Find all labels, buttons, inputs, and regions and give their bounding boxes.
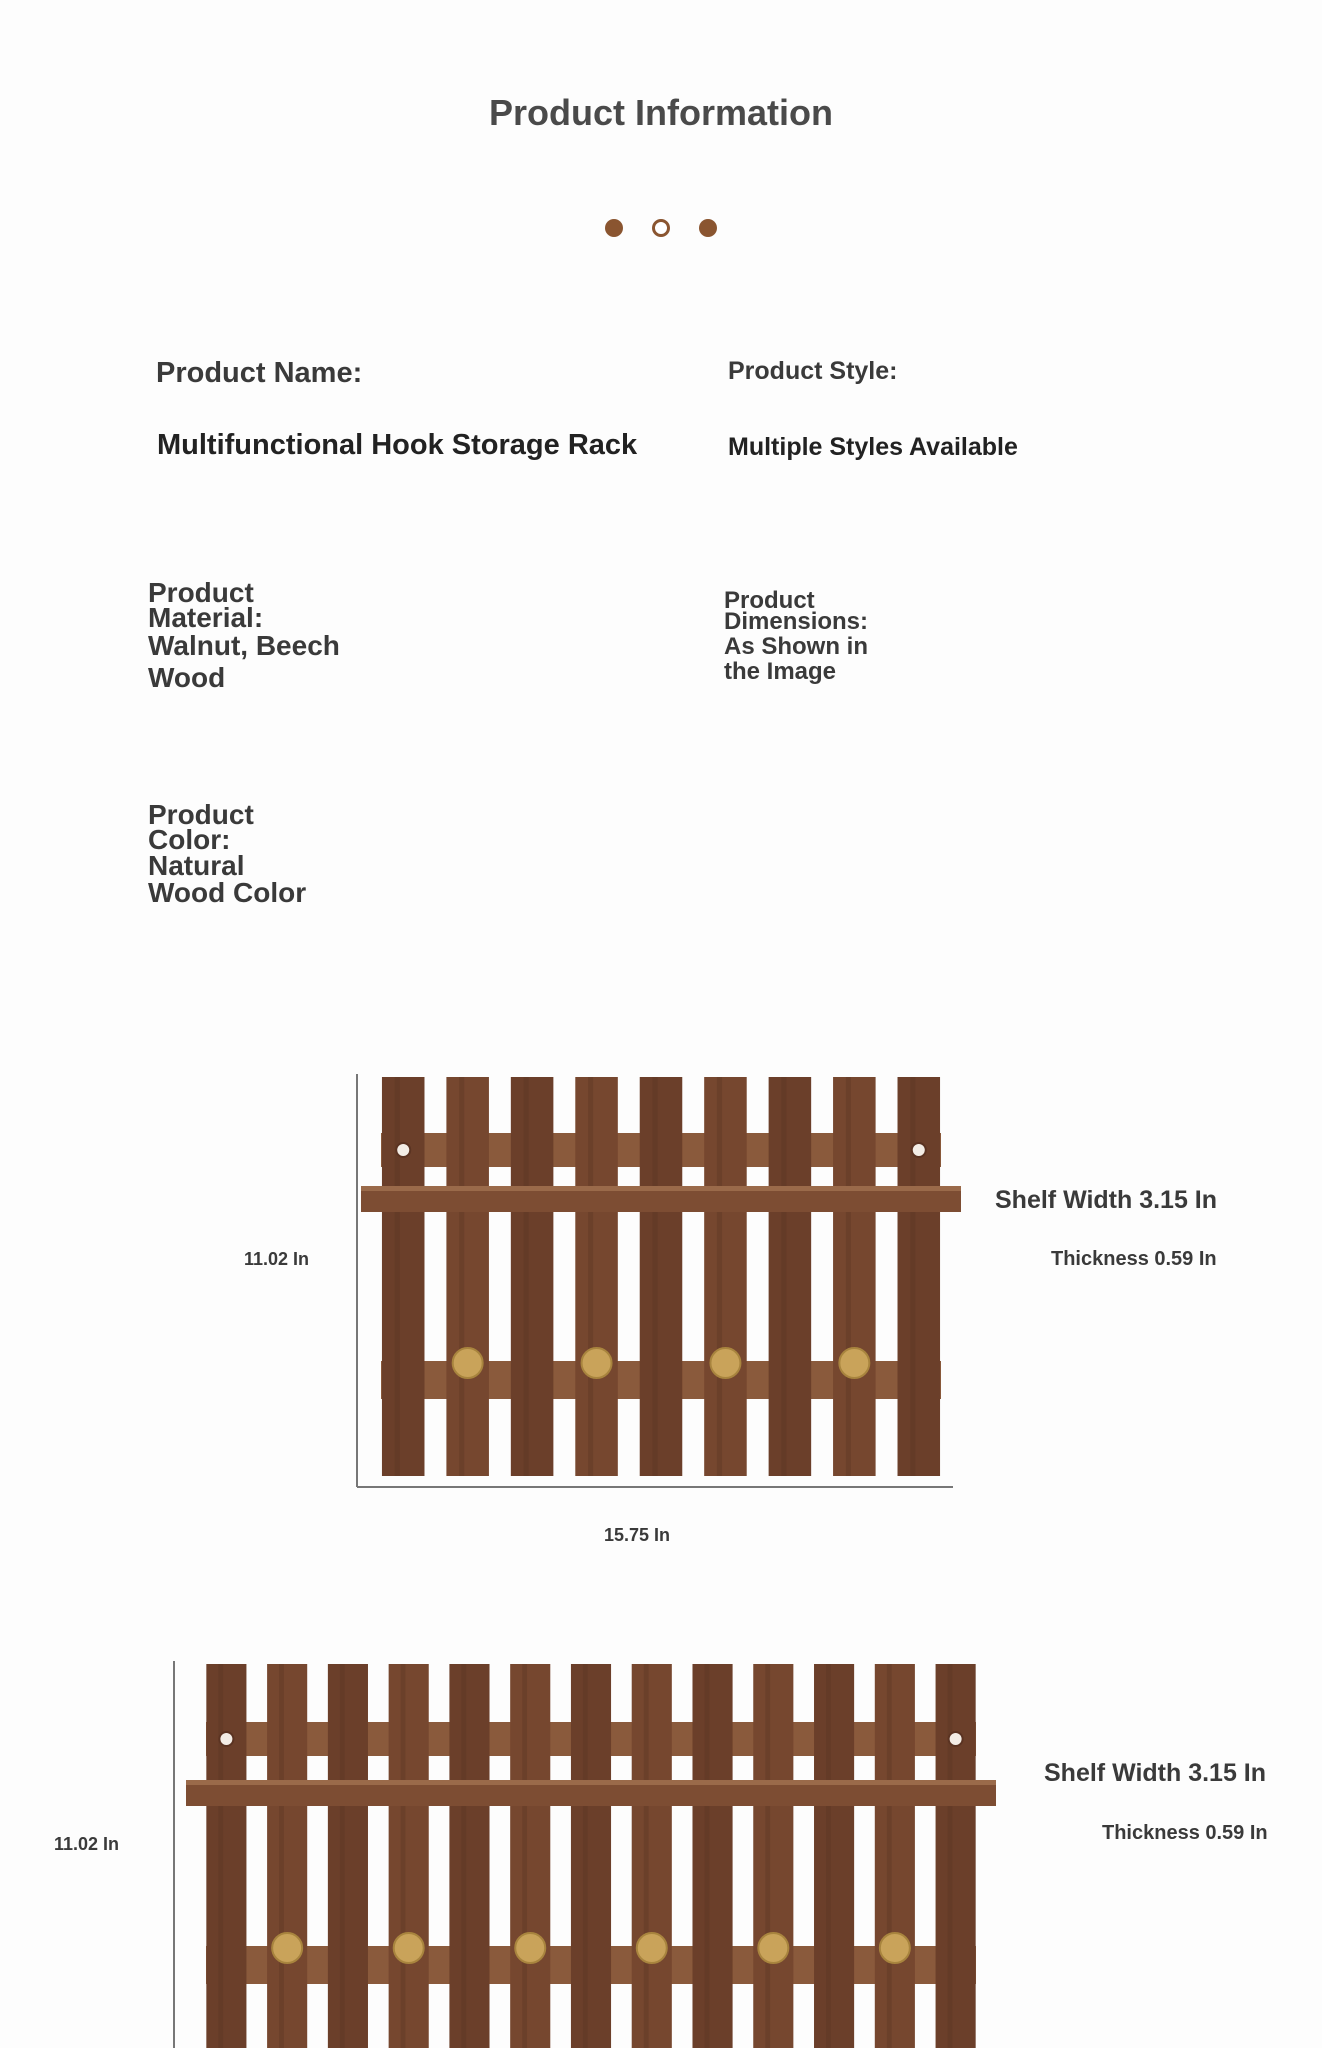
wood-grain (461, 1664, 466, 2048)
product-color-block (148, 799, 307, 908)
wood-slat (640, 1077, 683, 1476)
wood-grain (887, 1664, 892, 2048)
product-dimensions-line: Product (724, 587, 815, 614)
wood-grain (459, 1077, 464, 1476)
width-dimension-label: 15.75 In (604, 1525, 671, 1545)
shelf-width-label: Shelf Width 3.15 In (1044, 1759, 1267, 1787)
product-material-value: Wood (148, 661, 226, 693)
wood-slat (382, 1077, 425, 1476)
wood-grain (524, 1077, 529, 1476)
product-color-line: Product (148, 799, 254, 830)
mounting-screw (949, 1732, 963, 1746)
shelf-width-label: Shelf Width 3.15 In (995, 1186, 1218, 1214)
shelf-edge (361, 1186, 961, 1191)
product-material-line: Material: (148, 601, 264, 633)
brass-hook (272, 1933, 302, 1963)
product-name-label: Product Name: (156, 357, 363, 389)
wood-grain (395, 1077, 400, 1476)
wood-slat (898, 1077, 941, 1476)
wood-grain (705, 1664, 710, 2048)
wood-slat (632, 1664, 672, 2048)
wood-slat (510, 1664, 550, 2048)
rack-image-1 (355, 1073, 965, 1503)
wood-grain (826, 1664, 831, 2048)
wood-grain (765, 1664, 770, 2048)
height-dimension-label: 11.02 In (244, 1249, 310, 1269)
product-color-value: Natural (148, 850, 245, 882)
brass-hook (758, 1933, 788, 1963)
brass-hook (453, 1348, 483, 1378)
wood-grain (910, 1077, 915, 1476)
carousel-dot-3[interactable] (699, 219, 717, 237)
product-color-line: Color: (148, 823, 231, 855)
brass-hook (515, 1933, 545, 1963)
carousel-dots (0, 219, 1322, 237)
wood-slat (446, 1077, 489, 1476)
wood-slat (449, 1664, 489, 2048)
product-material-line: Product (148, 577, 254, 608)
wood-slat (875, 1664, 915, 2048)
wood-grain (846, 1077, 851, 1476)
wood-slat (511, 1077, 554, 1476)
wood-slat (328, 1664, 368, 2048)
page-title: Product Information (489, 92, 833, 133)
height-dimension-label: 11.02 In (54, 1834, 120, 1854)
product-material-block (148, 577, 340, 693)
product-name-value: Multifunctional Hook Storage Rack (157, 429, 638, 461)
thickness-label: Thickness 0.59 In (1102, 1822, 1268, 1844)
brass-hook (582, 1348, 612, 1378)
wood-slat (753, 1664, 793, 2048)
brass-hook (394, 1933, 424, 1963)
thickness-label: Thickness 0.59 In (1051, 1248, 1217, 1270)
wood-grain (781, 1077, 786, 1476)
brass-hook (710, 1348, 740, 1378)
product-style-value: Multiple Styles Available (728, 433, 1018, 461)
wood-grain (588, 1077, 593, 1476)
wood-grain (652, 1077, 657, 1476)
mounting-screw (912, 1143, 926, 1157)
rack-image-2 (172, 1660, 1002, 2048)
product-style-label: Product Style: (728, 357, 898, 385)
wood-grain (644, 1664, 649, 2048)
wood-grain (583, 1664, 588, 2048)
mounting-screw (396, 1143, 410, 1157)
wood-slat (571, 1664, 611, 2048)
wood-slat (704, 1077, 747, 1476)
product-dimensions-value: the Image (724, 658, 837, 686)
carousel-dot-1[interactable] (605, 219, 623, 237)
product-dimensions-value: As Shown in (724, 633, 868, 661)
product-dimensions-block (724, 587, 869, 686)
wood-slat (206, 1664, 246, 2048)
wood-grain (279, 1664, 284, 2048)
wood-slat (692, 1664, 732, 2048)
wood-slat (814, 1664, 854, 2048)
product-color-value: Wood Color (148, 876, 307, 908)
wood-slat (389, 1664, 429, 2048)
wood-grain (948, 1664, 953, 2048)
wood-slat (267, 1664, 307, 2048)
brass-hook (839, 1348, 869, 1378)
brass-hook (637, 1933, 667, 1963)
product-dimensions-line: Dimensions: (724, 608, 869, 636)
wood-slat (769, 1077, 812, 1476)
carousel-dot-2[interactable] (652, 219, 670, 237)
product-material-value: Walnut, Beech (148, 630, 340, 662)
wood-grain (717, 1077, 722, 1476)
wood-grain (401, 1664, 406, 2048)
shelf-edge (186, 1780, 996, 1785)
wood-slat (575, 1077, 618, 1476)
wood-grain (522, 1664, 527, 2048)
wood-slat (833, 1077, 876, 1476)
wood-grain (340, 1664, 345, 2048)
wood-grain (218, 1664, 223, 2048)
brass-hook (880, 1933, 910, 1963)
mounting-screw (219, 1732, 233, 1746)
wood-slat (936, 1664, 976, 2048)
